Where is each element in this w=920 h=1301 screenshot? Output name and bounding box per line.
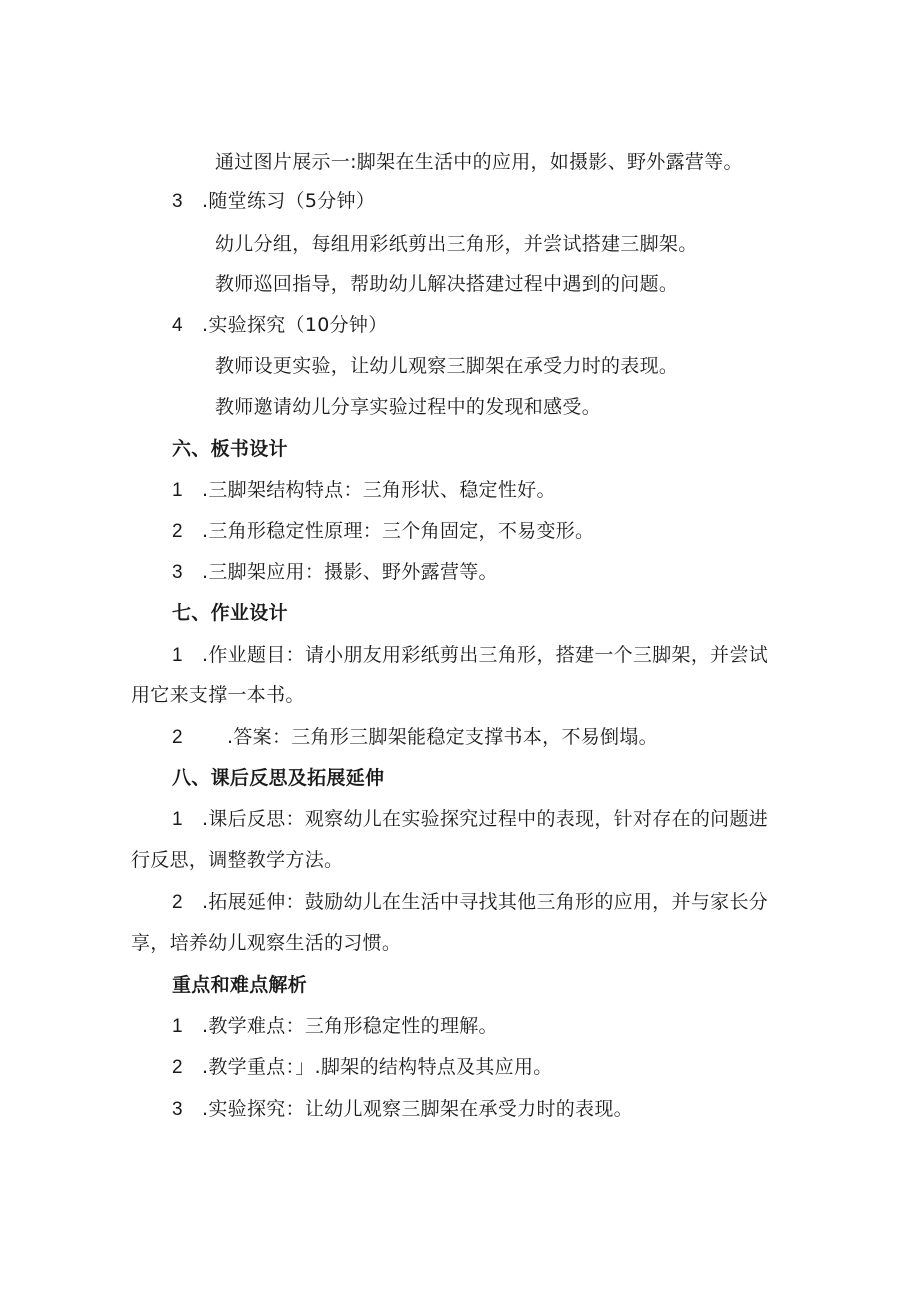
list-number: 1 <box>172 480 183 501</box>
list-item <box>172 560 498 585</box>
list-item-text: .教学难点：三角形稳定性的理解。 <box>202 1015 498 1037</box>
list-item-text: .课后反思：观察幼儿在实验探究过程中的表现，针对存在的问题进 <box>202 808 769 830</box>
list-item <box>172 643 768 668</box>
line-text: 行反思，调整教学方法。 <box>131 849 344 871</box>
section-heading <box>172 973 307 997</box>
list-item-text: .三脚架应用：摄影、野外露营等。 <box>202 561 498 583</box>
line-text: 用它来支撑一本书。 <box>131 684 305 706</box>
section-heading <box>172 437 288 461</box>
list-number: 2 <box>172 1057 183 1078</box>
list-item <box>172 1097 633 1122</box>
line-text: 教师邀请幼儿分享实验过程中的发现和感受。 <box>215 396 602 418</box>
paragraph-line <box>131 683 305 707</box>
list-item <box>172 189 375 214</box>
list-number: 1 <box>172 645 183 666</box>
list-item-text: .随堂练习（5分钟） <box>202 190 376 212</box>
list-item <box>172 519 594 544</box>
paragraph-line <box>215 395 601 419</box>
list-number: 3 <box>172 191 183 212</box>
list-item <box>172 1014 498 1039</box>
paragraph-line <box>131 848 343 872</box>
paragraph-line <box>215 232 698 256</box>
line-text: 教师设更实验，让幼儿观察三脚架在承受力时的表现。 <box>215 355 679 377</box>
list-item-text: .实验探究（10分钟） <box>202 314 388 336</box>
paragraph-line <box>215 150 743 174</box>
line-text: 享，培养幼儿观察生活的习惯。 <box>131 932 402 954</box>
list-number: 3 <box>172 1099 183 1120</box>
list-number: 1 <box>172 809 183 830</box>
list-number: 2 <box>172 521 183 542</box>
list-item-text: .作业题目：请小朋友用彩纸剪出三角形，搭建一个三脚架，并尝试 <box>202 644 769 666</box>
list-number: 4 <box>172 315 183 336</box>
list-item <box>172 890 768 915</box>
paragraph-line <box>215 272 678 296</box>
heading-text: 重点和难点解析 <box>172 974 308 996</box>
list-item-text: .实验探究：让幼儿观察三脚架在承受力时的表现。 <box>202 1098 633 1120</box>
list-item <box>172 725 658 750</box>
line-text: 通过图片展示一:脚架在生活中的应用，如摄影、野外露营等。 <box>215 151 743 173</box>
paragraph-line <box>215 354 678 378</box>
list-item <box>172 807 768 832</box>
list-number: 2 <box>172 727 183 748</box>
paragraph-line <box>131 931 401 955</box>
line-text: 教师巡回指导，帮助幼儿解决搭建过程中遇到的问题。 <box>215 273 679 295</box>
list-item <box>172 478 556 503</box>
list-item-text: .教学重点：」.脚架的结构特点及其应用。 <box>202 1056 553 1078</box>
list-item <box>172 1055 553 1080</box>
list-number: 3 <box>172 562 183 583</box>
list-item <box>172 313 388 338</box>
heading-text: 七、作业设计 <box>172 602 288 624</box>
heading-text: 六、板书设计 <box>172 438 288 460</box>
list-number: 1 <box>172 1016 183 1037</box>
list-item-text: .拓展延伸：鼓励幼儿在生活中寻找其他三角形的应用，并与家长分 <box>202 891 769 913</box>
list-item-text: .答案：三角形三脚架能稳定支撑书本，不易倒塌。 <box>227 726 658 748</box>
section-heading <box>172 601 288 625</box>
list-item-text: .三角形稳定性原理：三个角固定，不易变形。 <box>202 520 595 542</box>
heading-text: 八、课后反思及拓展延伸 <box>172 767 385 789</box>
list-item-text: .三脚架结构特点：三角形状、稳定性好。 <box>202 479 556 501</box>
line-text: 幼儿分组，每组用彩纸剪出三角形，并尝试搭建三脚架。 <box>215 233 698 255</box>
list-number: 2 <box>172 892 183 913</box>
section-heading <box>172 766 384 790</box>
